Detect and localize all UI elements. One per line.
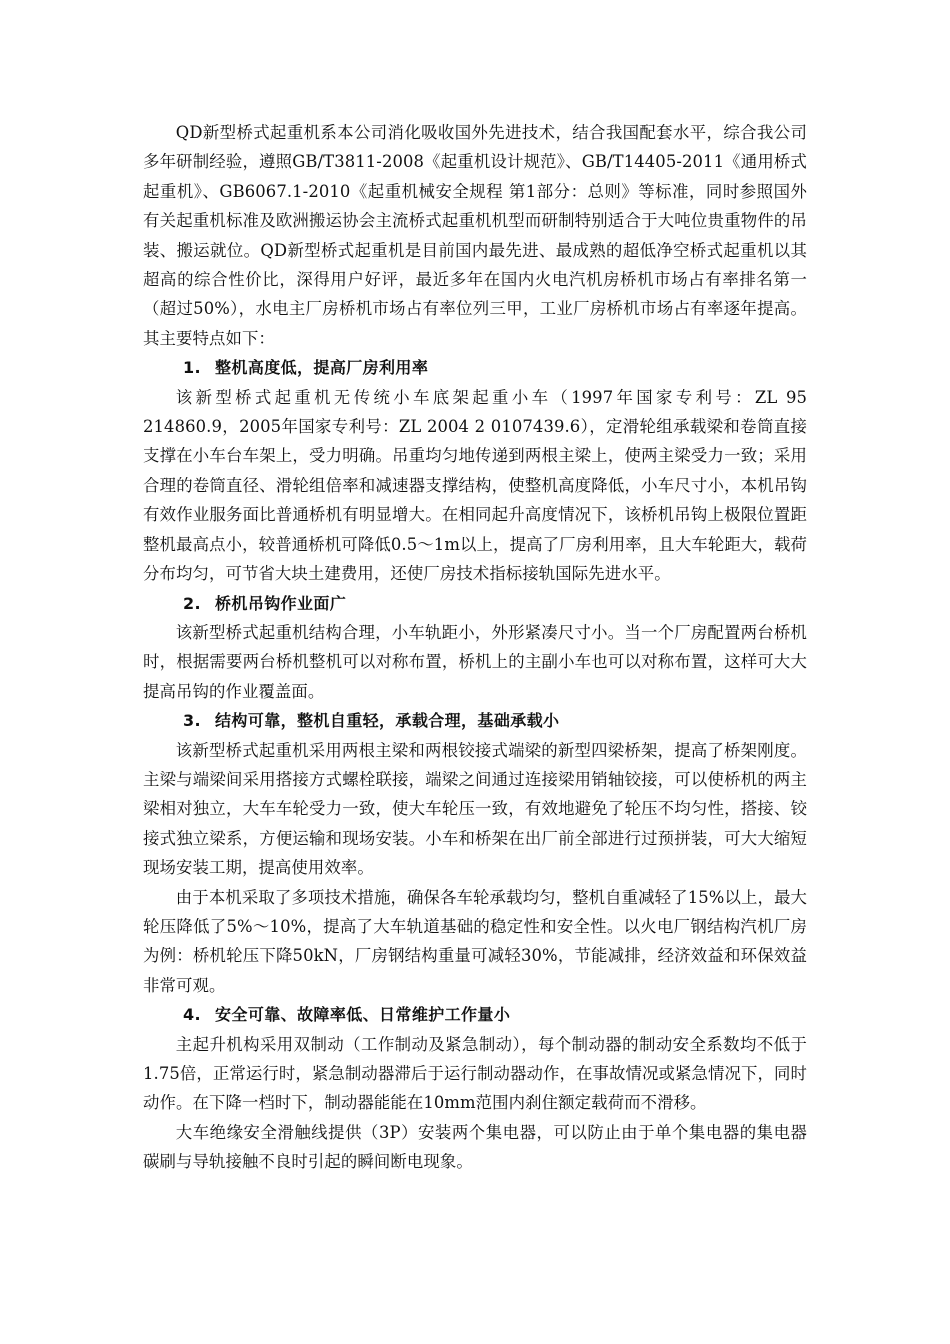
section-4-paragraph-2: 大车绝缘安全滑触线提供（3P）安装两个集电器，可以防止由于单个集电器的集电器碳刷与导轨接触不良时引起的瞬间断电现象。 (143, 1122, 807, 1172)
section-4-number: 4. (183, 1005, 202, 1025)
section-3-paragraph-2: 由于本机采取了多项技术措施，确保各车轮承载均匀，整机自重减轻了15%以上，最大轮压降低了5%～10%，提高了大车轨道基础的稳定性和安全性。以火电厂钢结构汽机厂房为例：桥机轮压下降50kN，厂房钢结构重量可减轻30%，节能减排，经济效益和环保效益非常可观。 (143, 887, 807, 995)
section-2-number: 2. (183, 593, 202, 613)
section-4-heading (143, 1000, 807, 1029)
section-2-title: 桥机吊钩作业面广 (215, 593, 347, 613)
section-3-number: 3. (183, 711, 202, 731)
section-4-title: 安全可靠、故障率低、日常维护工作量小 (215, 1005, 511, 1025)
section-1-paragraph-1: 该新型桥式起重机无传统小车底架起重小车（1997年国家专利号：ZL 95 214860.9，2005年国家专利号：ZL 2004 2 0107439.6），定滑轮组承载梁和卷筒直接支撑在小车台车架上，受力明确。吊重均匀地传递到两根主梁上，使两主梁受力一致；采用合理的卷筒直径、滑轮组倍率和减速器支撑结构，使整机高度降低，小车尺寸小，本机吊钩有效作业服务面比普通桥机有明显增大。在相同起升高度情况下，该桥机吊钩上极限位置距整机最高点小，较普通桥机可降低0.5～1m以上，提高了厂房利用率，且大车轮距大，载荷分布均匀，可节省大块土建费用，还使厂房技术指标接轨国际先进水平。 (143, 387, 807, 584)
document-body (143, 118, 807, 1177)
section-3-heading (143, 706, 807, 735)
section-3-title: 结构可靠，整机自重轻，承载合理，基础承载小 (215, 711, 560, 731)
section-1-title: 整机高度低，提高厂房利用率 (215, 358, 429, 378)
section-1-number: 1. (183, 358, 202, 378)
section-2-heading (143, 589, 807, 618)
section-3-paragraph-1: 该新型桥式起重机采用两根主梁和两根铰接式端梁的新型四梁桥架，提高了桥架刚度。主梁与端梁间采用搭接方式螺栓联接，端梁之间通过连接梁用销轴铰接，可以使桥机的两主梁相对独立，大车车轮受力一致，使大车轮压一致，有效地避免了轮压不均匀性，搭接、铰接式独立梁系，方便运输和现场安装。小车和桥架在出厂前全部进行过预拼装，可大大缩短现场安装工期，提高使用效率。 (143, 740, 807, 878)
section-1-heading (143, 353, 807, 382)
section-2-paragraph-1: 该新型桥式起重机结构合理，小车轨距小，外形紧凑尺寸小。当一个厂房配置两台桥机时，根据需要两台桥机整机可以对称布置，桥机上的主副小车也可以对称布置，这样可大大提高吊钩的作业覆盖面。 (143, 622, 807, 701)
section-4-paragraph-1: 主起升机构采用双制动（工作制动及紧急制动），每个制动器的制动安全系数均不低于1.75倍，正常运行时，紧急制动器滞后于运行制动器动作，在事故情况或紧急情况下，同时动作。在下降一档时下，制动器能能在10mm范围内刹住额定载荷而不滑移。 (143, 1034, 807, 1113)
intro-paragraph: QD新型桥式起重机系本公司消化吸收国外先进技术，结合我国配套水平，综合我公司多年研制经验，遵照GB/T3811-2008《起重机设计规范》、GB/T14405-2011《通用桥式起重机》、GB6067.1-2010《起重机械安全规程 第1部分：总则》等标准，同时参照国外有关起重机标准及欧洲搬运协会主流桥式起重机机型而研制特别适合于大吨位贵重物件的吊装、搬运就位。QD新型桥式起重机是目前国内最先进、最成熟的超低净空桥式起重机以其超高的综合性价比，深得用户好评，最近多年在国内火电汽机房桥机市场占有率排名第一（超过50%），水电主厂房桥机市场占有率位列三甲，工业厂房桥机市场占有率逐年提高。其主要特点如下： (143, 123, 807, 348)
